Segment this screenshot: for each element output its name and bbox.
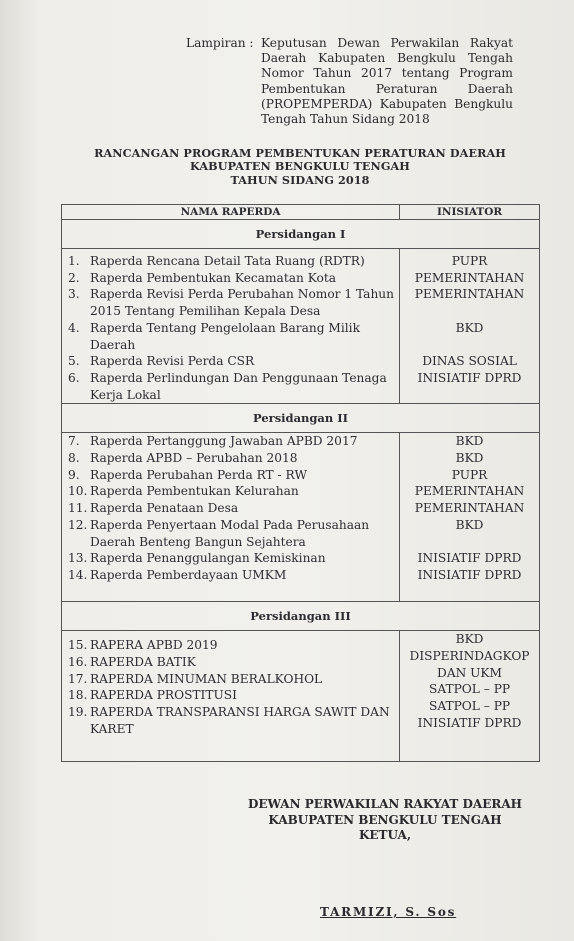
- inisiator-value: [400, 534, 539, 551]
- inisiator-value: BKD: [455, 517, 484, 532]
- item-number: 2.: [68, 270, 80, 285]
- signature-line-3: KETUA,: [358, 828, 412, 842]
- list-item: [62, 286, 399, 319]
- list-item: [62, 433, 399, 450]
- signature-line-1: DEWAN PERWAKILAN RAKYAT DAERAH: [248, 797, 522, 811]
- item-number: 17.: [68, 671, 88, 686]
- col-header-name: NAMA RAPERDA: [62, 205, 400, 220]
- item-text: Raperda Pembentukan Kecamatan Kota: [90, 270, 336, 285]
- section-body-row: [62, 631, 540, 762]
- item-text: Raperda Rencana Detail Tata Ruang (RDTR): [90, 254, 365, 268]
- item-text: Raperda Penanggulangan Kemiskinan: [90, 551, 326, 566]
- item-text: RAPERDA TRANSPARANSI HARGA SAWIT DAN KARET: [90, 705, 390, 736]
- item-number: 16.: [68, 655, 88, 670]
- inisiator-value: PEMERINTAHAN: [414, 287, 525, 302]
- attachment-text: Keputusan Dewan Perwakilan Rakyat Daerah Kabupaten Bengkulu Tengah Nomor Tahun 2017 tentang Program Pembentukan Peraturan Daerah (PROPEMPERDA) Kabupaten Bengkulu Tengah Tahun Sidang 2018: [261, 36, 513, 127]
- inisiator-value: INISIATIF DPRD: [417, 567, 522, 582]
- list-item: [62, 704, 399, 737]
- inisiator-value: BKD: [455, 632, 484, 647]
- item-number: 12.: [68, 517, 88, 532]
- item-text: Raperda Pembentukan Kelurahan: [90, 484, 299, 499]
- list-item: [62, 637, 399, 654]
- table-header-row: [62, 205, 540, 220]
- inisiator-value: SATPOL – PP: [428, 682, 511, 697]
- section-row: [62, 220, 540, 249]
- col-header-inisiator: INISIATOR: [400, 205, 540, 220]
- item-text: Raperda Perubahan Perda RT - RW: [90, 467, 307, 482]
- document-title: [60, 147, 540, 187]
- list-item: [62, 517, 399, 550]
- item-list: [62, 637, 399, 737]
- list-item: [62, 500, 399, 517]
- item-text: RAPERDA BATIK: [90, 655, 196, 670]
- list-item: [62, 483, 399, 500]
- list-item: [62, 567, 399, 584]
- attachment-label: Lampiran :: [186, 36, 254, 50]
- item-number: 3.: [68, 287, 80, 302]
- item-number: 15.: [68, 638, 88, 653]
- signature-line-2: KABUPATEN BENGKULU TENGAH: [268, 812, 502, 827]
- item-number: 9.: [68, 467, 80, 482]
- item-list: [62, 433, 399, 583]
- inisiator-cell: [400, 249, 540, 404]
- items-cell: [62, 631, 400, 762]
- list-item: [62, 320, 399, 353]
- section-title: Persidangan I: [62, 220, 540, 249]
- signature-block: [230, 797, 540, 844]
- item-number: 1.: [68, 254, 80, 268]
- raperda-table: [61, 204, 540, 762]
- item-text: Raperda Pertanggung Jawaban APBD 2017: [90, 434, 358, 449]
- inisiator-value: SATPOL – PP: [428, 699, 511, 714]
- item-number: 8.: [68, 451, 80, 466]
- inisiator-value: DINAS SOSIAL: [422, 354, 517, 369]
- item-text: Raperda Penyertaan Modal Pada Perusahaan Daerah Benteng Bangun Sejahtera: [90, 517, 370, 549]
- item-number: 4.: [68, 320, 80, 335]
- item-number: 7.: [68, 434, 80, 449]
- inisiator-value: [400, 337, 539, 354]
- inisiator-value: PEMERINTAHAN: [414, 270, 525, 285]
- inisiator-cell: [400, 631, 540, 762]
- item-number: 13.: [68, 551, 88, 566]
- list-item: [62, 467, 399, 484]
- item-text: Raperda Tentang Pengelolaan Barang Milik Daerah: [90, 320, 360, 352]
- section-title: Persidangan III: [62, 602, 540, 631]
- inisiator-cell: [400, 433, 540, 602]
- inisiator-value: BKD: [455, 320, 484, 335]
- inisiator-value: PEMERINTAHAN: [414, 484, 525, 499]
- item-text: Raperda Penataan Desa: [90, 501, 239, 516]
- list-item: [62, 654, 399, 671]
- item-text: Raperda APBD – Perubahan 2018: [90, 451, 298, 466]
- section-body-row: [62, 433, 540, 602]
- list-item: [62, 450, 399, 467]
- inisiator-value: INISIATIF DPRD: [417, 715, 522, 730]
- item-text: RAPERDA PROSTITUSI: [90, 688, 237, 703]
- inisiator-value: PUPR: [451, 254, 488, 268]
- item-number: 11.: [68, 501, 88, 516]
- items-cell: [62, 249, 400, 404]
- list-item: [62, 253, 399, 270]
- list-item: [62, 370, 399, 403]
- inisiator-list: [400, 433, 539, 583]
- inisiator-value: DISPERINDAGKOP: [409, 649, 530, 664]
- title-line-3: TAHUN SIDANG 2018: [230, 172, 370, 187]
- inisiator-value: PUPR: [451, 467, 488, 482]
- item-text: Raperda Revisi Perda Perubahan Nomor 1 Tahun 2015 Tentang Pemilihan Kepala Desa: [90, 287, 395, 319]
- item-number: 14.: [68, 567, 88, 582]
- title-line-1: RANCANGAN PROGRAM PEMBENTUKAN PERATURAN DAERAH: [94, 146, 506, 160]
- item-number: 10.: [68, 484, 88, 499]
- inisiator-value: INISIATIF DPRD: [417, 370, 522, 385]
- item-text: RAPERA APBD 2019: [90, 638, 218, 653]
- item-text: Raperda Perlindungan Dan Penggunaan Tenaga Kerja Lokal: [90, 370, 387, 402]
- list-item: [62, 270, 399, 287]
- section-row: [62, 404, 540, 433]
- inisiator-value: PEMERINTAHAN: [414, 501, 525, 516]
- list-item: [62, 687, 399, 704]
- list-item: [62, 353, 399, 370]
- inisiator-value: INISIATIF DPRD: [417, 551, 522, 566]
- item-text: Raperda Pemberdayaan UMKM: [90, 567, 287, 582]
- section-body-row: [62, 249, 540, 404]
- item-list: [62, 253, 399, 403]
- inisiator-value: BKD: [455, 434, 484, 449]
- item-text: RAPERDA MINUMAN BERALKOHOL: [90, 671, 323, 686]
- list-item: [62, 550, 399, 567]
- item-number: 6.: [68, 370, 80, 385]
- inisiator-value: BKD: [455, 451, 484, 466]
- list-item: [62, 671, 399, 688]
- section-title: Persidangan II: [62, 404, 540, 433]
- item-number: 19.: [68, 705, 88, 720]
- item-number: 18.: [68, 688, 88, 703]
- inisiator-list: [400, 253, 539, 387]
- item-text: Raperda Revisi Perda CSR: [90, 354, 255, 369]
- title-line-2: KABUPATEN BENGKULU TENGAH: [190, 159, 410, 174]
- item-number: 5.: [68, 354, 80, 369]
- inisiator-value: DAN UKM: [437, 665, 503, 680]
- inisiator-list: [400, 631, 539, 731]
- items-cell: [62, 433, 400, 602]
- section-row: [62, 602, 540, 631]
- inisiator-value: [400, 303, 539, 320]
- signatory-name: TARMIZI, S. Sos: [320, 905, 457, 919]
